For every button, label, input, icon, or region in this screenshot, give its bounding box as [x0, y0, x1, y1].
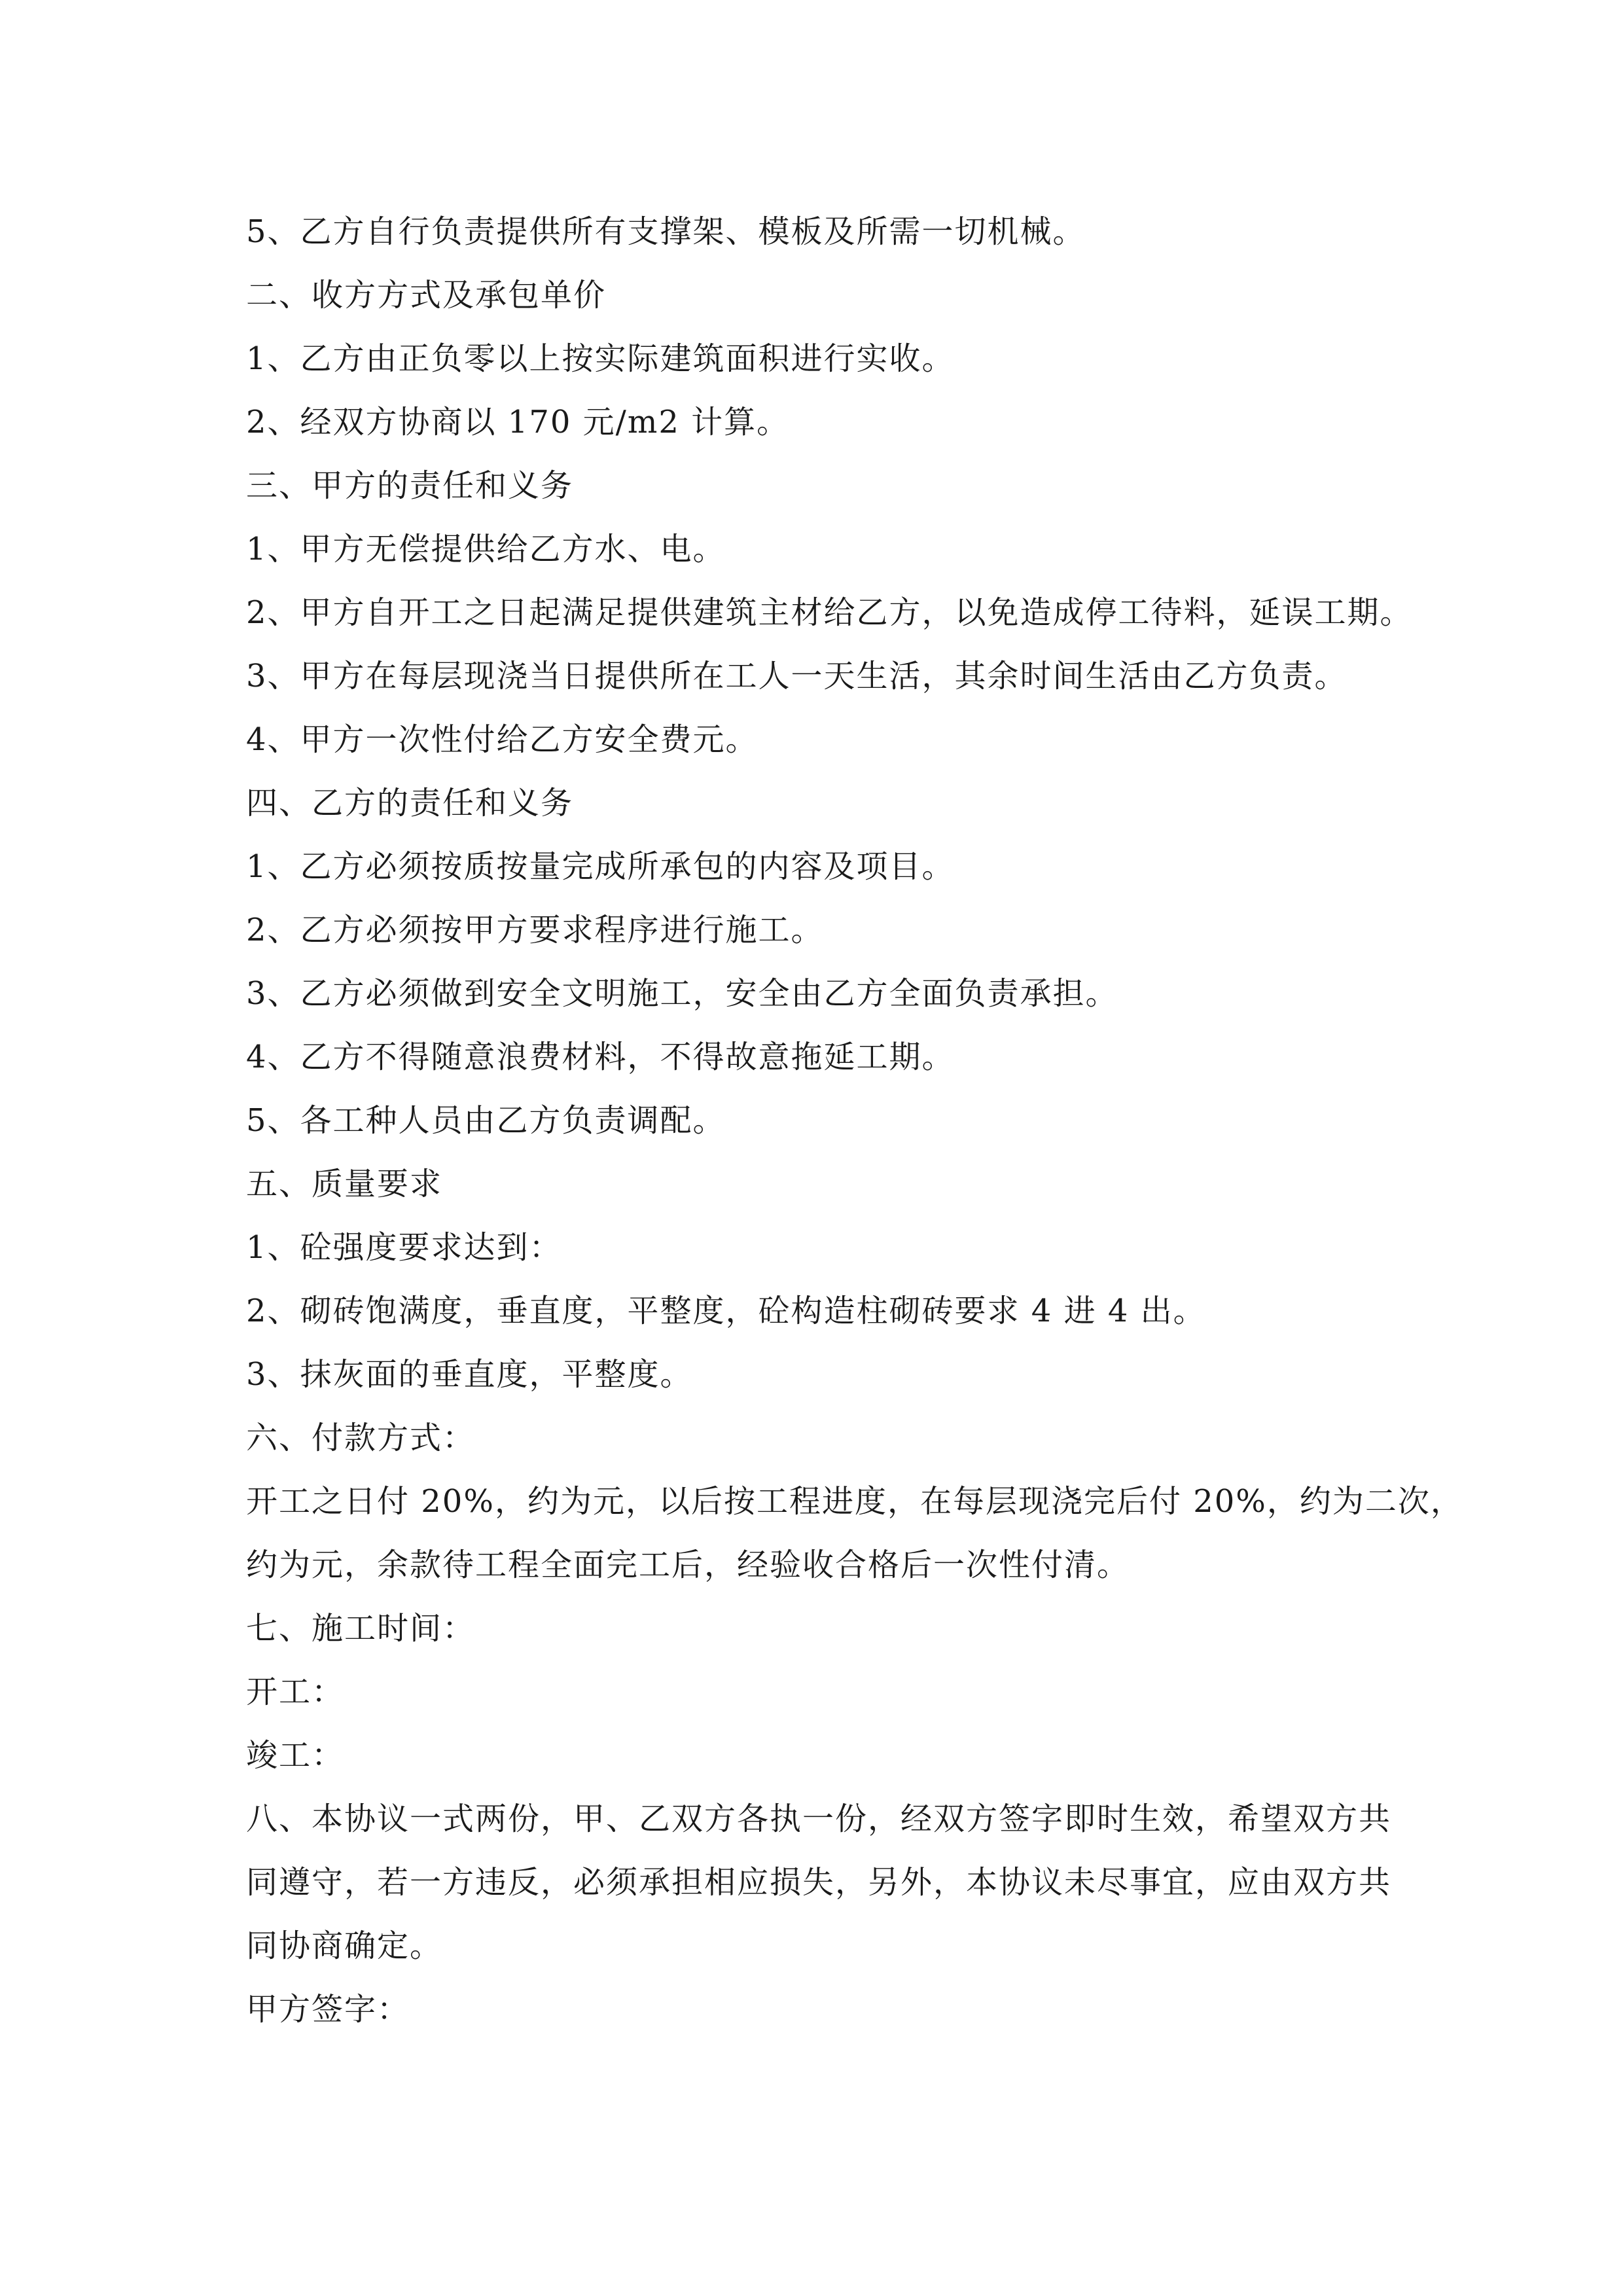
clause-line: 2、经双方协商以 170 元/m2 计算。	[246, 404, 790, 440]
party-a-signature-label: 甲方签字：	[246, 1991, 410, 2028]
section-heading: 六、付款方式：	[246, 1420, 476, 1456]
paragraph-line: 开工之日付 20%，约为元，以后按工程进度，在每层现浇完后付 20%，约为二次，	[246, 1483, 1463, 1520]
clause-line: 2、乙方必须按甲方要求程序进行施工。	[246, 912, 824, 948]
section-heading: 四、乙方的责任和义务	[246, 785, 574, 821]
clause-line: 1、乙方由正负零以上按实际建筑面积进行实收。	[246, 340, 955, 377]
section-heading: 七、施工时间：	[246, 1610, 476, 1647]
paragraph-line: 同协商确定。	[246, 1928, 443, 1964]
clause-line: 4、甲方一次性付给乙方安全费元。	[246, 721, 758, 758]
section-heading: 五、质量要求	[246, 1166, 443, 1202]
clause-line: 1、甲方无偿提供给乙方水、电。	[246, 531, 726, 567]
clause-line: 3、乙方必须做到安全文明施工，安全由乙方全面负责承担。	[246, 975, 1118, 1012]
section-heading: 二、收方方式及承包单价	[246, 277, 607, 314]
completion-date-label: 竣工：	[246, 1737, 345, 1774]
start-date-label: 开工：	[246, 1674, 345, 1710]
section-heading: 三、甲方的责任和义务	[246, 467, 574, 504]
clause-line: 1、乙方必须按质按量完成所承包的内容及项目。	[246, 848, 955, 885]
clause-line: 3、抹灰面的垂直度，平整度。	[246, 1356, 693, 1393]
clause-line: 4、乙方不得随意浪费材料，不得故意拖延工期。	[246, 1039, 955, 1075]
clause-line: 5、各工种人员由乙方负责调配。	[246, 1102, 726, 1139]
clause-line: 2、甲方自开工之日起满足提供建筑主材给乙方，以免造成停工待料，延误工期。	[246, 594, 1413, 631]
document-body	[246, 200, 1463, 2041]
clause-line: 1、砼强度要求达到：	[246, 1229, 562, 1266]
paragraph-line: 八、本协议一式两份，甲、乙双方各执一份，经双方签字即时生效，希望双方共	[246, 1801, 1392, 1837]
paragraph-line: 同遵守，若一方违反，必须承担相应损失，另外，本协议未尽事宜，应由双方共	[246, 1864, 1392, 1901]
clause-line: 3、甲方在每层现浇当日提供所在工人一天生活，其余时间生活由乙方负责。	[246, 658, 1347, 694]
paragraph-line: 约为元，余款待工程全面完工后，经验收合格后一次性付清。	[246, 1547, 1130, 1583]
clause-line: 5、乙方自行负责提供所有支撑架、模板及所需一切机械。	[246, 213, 1086, 250]
clause-line: 2、砌砖饱满度，垂直度，平整度，砼构造柱砌砖要求 4 进 4 出。	[246, 1293, 1206, 1329]
